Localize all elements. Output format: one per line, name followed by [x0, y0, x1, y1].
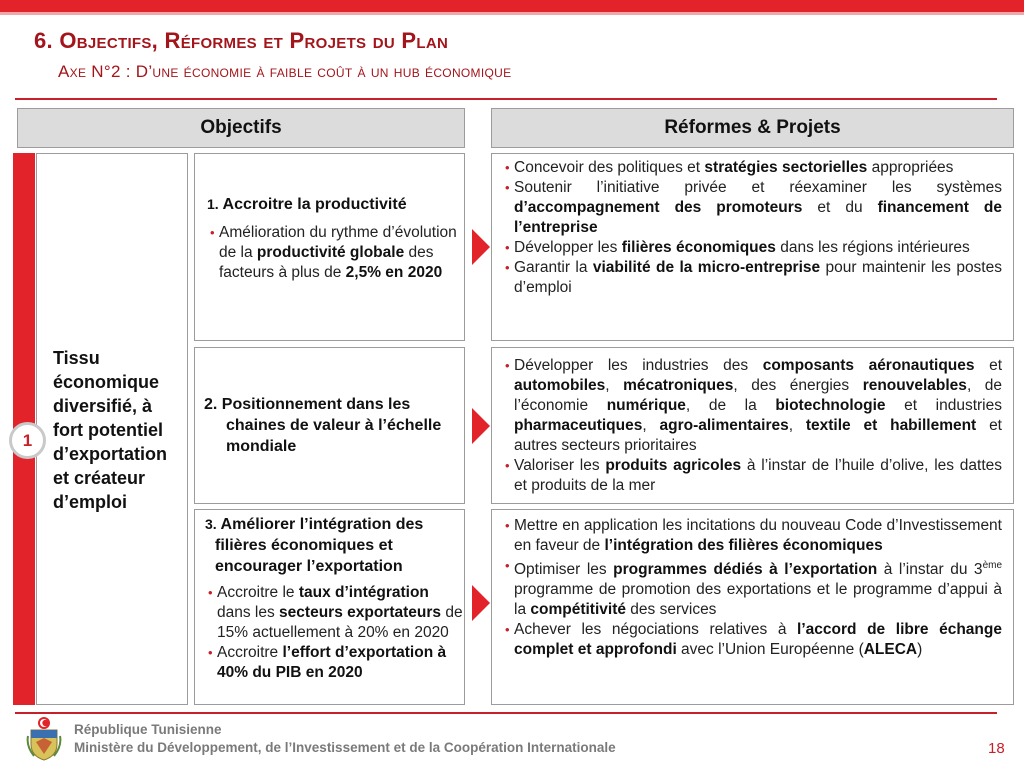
objective-bullets-1 — [207, 223, 463, 283]
bullet-item: • Achever les négociations relatives à l’accord de libre échange complet et approfondi avec l’Union Européenne (ALECA) — [502, 620, 1002, 660]
reforms-bullets-2 — [502, 356, 1002, 496]
triangle-right-icon — [472, 408, 490, 444]
page-subtitle: Axe N°2 : D’une économie à faible coût à un hub économique — [58, 62, 512, 81]
objective-box-2 — [194, 347, 465, 504]
tunisia-coat-of-arms-icon — [26, 716, 62, 762]
bullet-item: • Développer les filières économiques dans les régions intérieures — [502, 238, 1002, 258]
footer-divider — [15, 712, 997, 714]
objective-title-3: 3. Améliorer l’intégration des filières économiques et encourager l’exportation — [205, 516, 424, 575]
objective-box-3 — [194, 509, 465, 705]
triangle-right-icon — [472, 229, 490, 265]
pillar-number-badge: 1 — [9, 422, 46, 459]
objective-title-1: 1. Accroitre la productivité — [207, 196, 407, 213]
page-title: 6. Objectifs, Réformes et Projets du Plan — [34, 28, 449, 53]
objective-box-1 — [194, 153, 465, 341]
bullet-item: • Accroitre le taux d’intégration dans les secteurs exportateurs de 15% actuellement à 20% en 2020 — [205, 583, 463, 643]
pillar-box — [36, 153, 188, 705]
reforms-bullets-3 — [502, 516, 1002, 660]
bullet-item: • Valoriser les produits agricoles à l’instar de l’huile d’olive, les dattes et produits de la mer — [502, 456, 1002, 496]
objective-title-2: 2. Positionnement dans les chaines de valeur à l’échelle mondiale — [204, 396, 442, 455]
reforms-box-1 — [491, 153, 1014, 341]
page-number: 18 — [988, 740, 1005, 757]
footer-republic: République Tunisienne — [74, 722, 222, 737]
triangle-right-icon — [472, 585, 490, 621]
bullet-item: • Garantir la viabilité de la micro-entreprise pour maintenir les postes d’emploi — [502, 258, 1002, 298]
bullet-item: • Amélioration du rythme d’évolution de la productivité globale des facteurs à plus de 2,5% en 2020 — [207, 223, 463, 283]
reforms-bullets-1 — [502, 158, 1002, 298]
reforms-column-header: Réformes & Projets — [491, 108, 1014, 148]
pillar-label: Tissu économique diversifié, à fort potentiel d’exportation et créateur d’emploi — [53, 348, 168, 512]
objectives-column-header: Objectifs — [17, 108, 465, 148]
footer-ministry: Ministère du Développement, de l’Investissement et de la Coopération Internationale — [74, 740, 616, 755]
bullet-item: • Concevoir des politiques et stratégies sectorielles appropriées — [502, 158, 1002, 178]
bullet-item: • Mettre en application les incitations du nouveau Code d’Investissement en faveur de l’intégration des filières économiques — [502, 516, 1002, 556]
reforms-box-3 — [491, 509, 1014, 705]
bullet-item: • Développer les industries des composants aéronautiques et automobiles, mécatroniques, des énergies renouvelables, de l’économie numérique, de la biotechnologie et industries pharmaceutiques, agro-alimentaires, textile et habillement et autres secteurs prioritaires — [502, 356, 1002, 456]
bullet-item: • Optimiser les programmes dédiés à l’exportation à l’instar du 3ème programme de promotion des exportations et le programme d’appui à la compétitivité des services — [502, 556, 1002, 620]
top-red-bar — [0, 0, 1024, 12]
reforms-box-2 — [491, 347, 1014, 504]
bullet-item: • Soutenir l’initiative privée et réexaminer les systèmes d’accompagnement des promoteurs et du financement de l’entreprise — [502, 178, 1002, 238]
objective-bullets-3 — [205, 583, 463, 683]
title-divider — [15, 98, 997, 100]
bullet-item: • Accroitre l’effort d’exportation à 40% du PIB en 2020 — [205, 643, 463, 683]
